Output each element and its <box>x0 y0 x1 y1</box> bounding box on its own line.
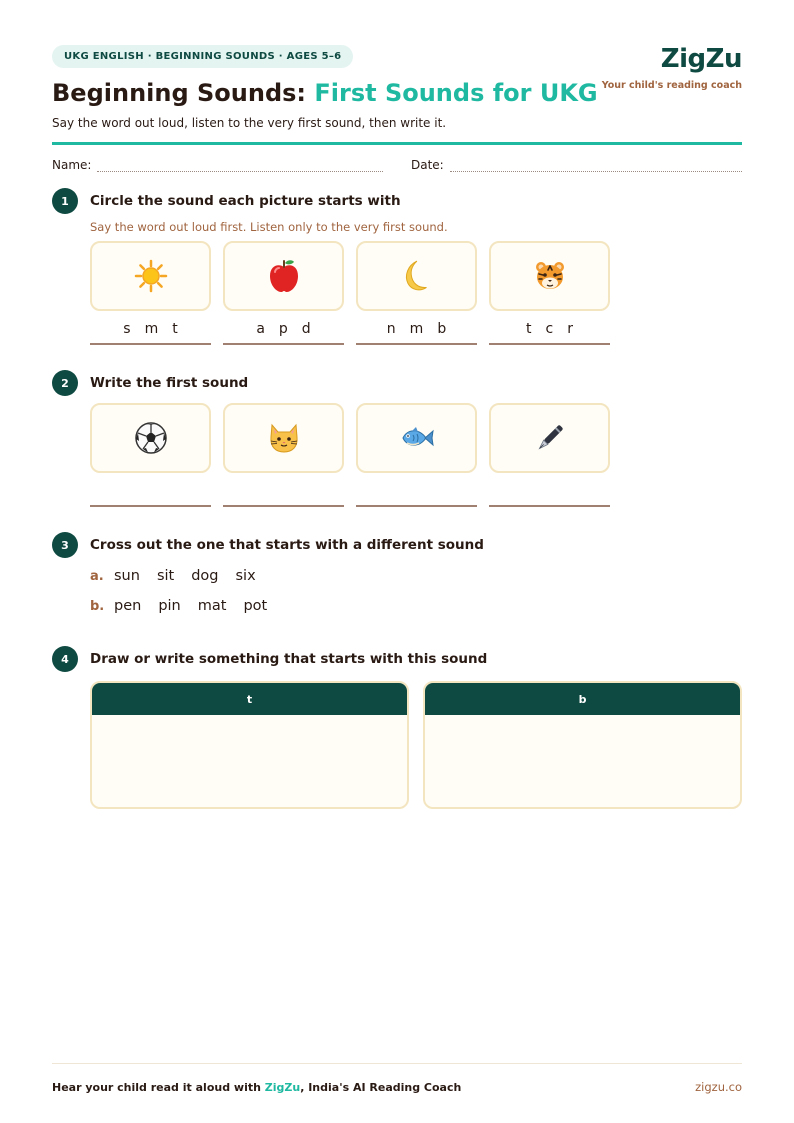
letter-choice[interactable]: s <box>123 321 131 337</box>
letter-choice[interactable]: t <box>172 321 178 337</box>
letter-choice[interactable]: n <box>386 321 396 337</box>
instructions: Say the word out loud, listen to the very first sound, then write it. <box>52 116 447 130</box>
section-title: Cross out the one that starts with a different sound <box>90 537 484 553</box>
picture-item <box>489 241 610 345</box>
section-1 <box>52 188 742 345</box>
draw-box[interactable] <box>90 681 409 809</box>
word-row <box>90 598 742 614</box>
header-divider <box>52 142 742 145</box>
letter-choice[interactable]: r <box>567 321 573 337</box>
picture-card <box>223 241 344 311</box>
footer-brand: ZigZu <box>264 1080 301 1094</box>
letter-choices <box>356 321 477 345</box>
picture-item <box>489 403 610 507</box>
date-line[interactable] <box>450 159 742 172</box>
letter-choice[interactable]: c <box>545 321 554 337</box>
tag-pill: UKG ENGLISH · BEGINNING SOUNDS · AGES 5–6 <box>52 45 353 68</box>
name-date-row <box>52 158 742 172</box>
picture-card <box>90 403 211 473</box>
pen-icon <box>533 421 567 455</box>
word-option[interactable]: pen <box>114 598 142 614</box>
word-option[interactable]: pot <box>243 598 268 614</box>
letter-choice[interactable]: m <box>409 321 424 337</box>
word-row <box>90 568 742 584</box>
picture-item <box>90 241 211 345</box>
picture-card <box>90 241 211 311</box>
name-label: Name: <box>52 158 92 172</box>
brand-block <box>602 44 742 91</box>
section-number-badge: 4 <box>52 646 78 672</box>
word-option[interactable]: dog <box>191 568 219 584</box>
section-number-badge: 1 <box>52 188 78 214</box>
word-option[interactable]: mat <box>197 598 227 614</box>
name-line[interactable] <box>97 159 383 172</box>
brand-logo: ZigZu <box>660 44 742 74</box>
section-2 <box>52 370 742 507</box>
footer-text-before: Hear your child read it aloud with <box>52 1080 265 1094</box>
section-4 <box>52 646 742 809</box>
picture-item <box>356 241 477 345</box>
tiger-icon <box>533 259 567 293</box>
footer-promo <box>52 1081 461 1094</box>
section-number-badge: 2 <box>52 370 78 396</box>
picture-card <box>356 241 477 311</box>
picture-card <box>489 241 610 311</box>
title-accent: First Sounds for UKG <box>314 79 598 107</box>
word-option[interactable]: six <box>235 568 256 584</box>
answer-line[interactable] <box>223 505 344 507</box>
section-3 <box>52 532 742 614</box>
word-option[interactable]: sit <box>156 568 175 584</box>
answer-line[interactable] <box>90 505 211 507</box>
ball-icon <box>134 421 168 455</box>
draw-box-letter: t <box>92 683 407 715</box>
section-title: Circle the sound each picture starts with <box>90 193 401 209</box>
date-label: Date: <box>411 158 444 172</box>
letter-choice[interactable]: p <box>278 321 288 337</box>
title-main: Beginning Sounds: <box>52 79 307 107</box>
footer-site-link[interactable]: zigzu.co <box>695 1080 742 1094</box>
section-title: Write the first sound <box>90 375 249 391</box>
picture-card <box>223 403 344 473</box>
draw-box[interactable] <box>423 681 742 809</box>
answer-line[interactable] <box>489 505 610 507</box>
picture-item <box>90 403 211 507</box>
row-label: b. <box>90 598 105 614</box>
sun-icon <box>134 259 168 293</box>
letter-choice[interactable]: t <box>526 321 532 337</box>
worksheet-header <box>52 44 742 172</box>
word-option[interactable]: pin <box>158 598 181 614</box>
letter-choices <box>90 321 211 345</box>
row-label: a. <box>90 568 104 584</box>
apple-icon <box>267 258 301 294</box>
section-number-badge: 3 <box>52 532 78 558</box>
section-title: Draw or write something that starts with this sound <box>90 651 488 667</box>
word-option[interactable]: sun <box>114 568 140 584</box>
footer <box>52 1063 742 1094</box>
footer-text-after: , India's AI Reading Coach <box>300 1080 462 1094</box>
cat-icon <box>267 421 301 455</box>
letter-choices <box>489 321 610 345</box>
letter-choice[interactable]: b <box>437 321 447 337</box>
answer-line[interactable] <box>356 505 477 507</box>
picture-card <box>356 403 477 473</box>
letter-choices <box>223 321 344 345</box>
draw-box-letter: b <box>425 683 740 715</box>
letter-choice[interactable]: m <box>144 321 159 337</box>
brand-tagline: Your child's reading coach <box>601 80 742 91</box>
picture-item <box>356 403 477 507</box>
moon-icon <box>400 259 434 293</box>
date-field[interactable] <box>411 158 742 172</box>
letter-choice[interactable]: a <box>256 321 265 337</box>
fish-icon <box>399 423 435 453</box>
letter-choice[interactable]: d <box>301 321 311 337</box>
picture-card <box>489 403 610 473</box>
picture-item <box>223 403 344 507</box>
section-subtitle: Say the word out loud first. Listen only to the very first sound. <box>90 220 448 234</box>
name-field[interactable] <box>52 158 383 172</box>
picture-item <box>223 241 344 345</box>
